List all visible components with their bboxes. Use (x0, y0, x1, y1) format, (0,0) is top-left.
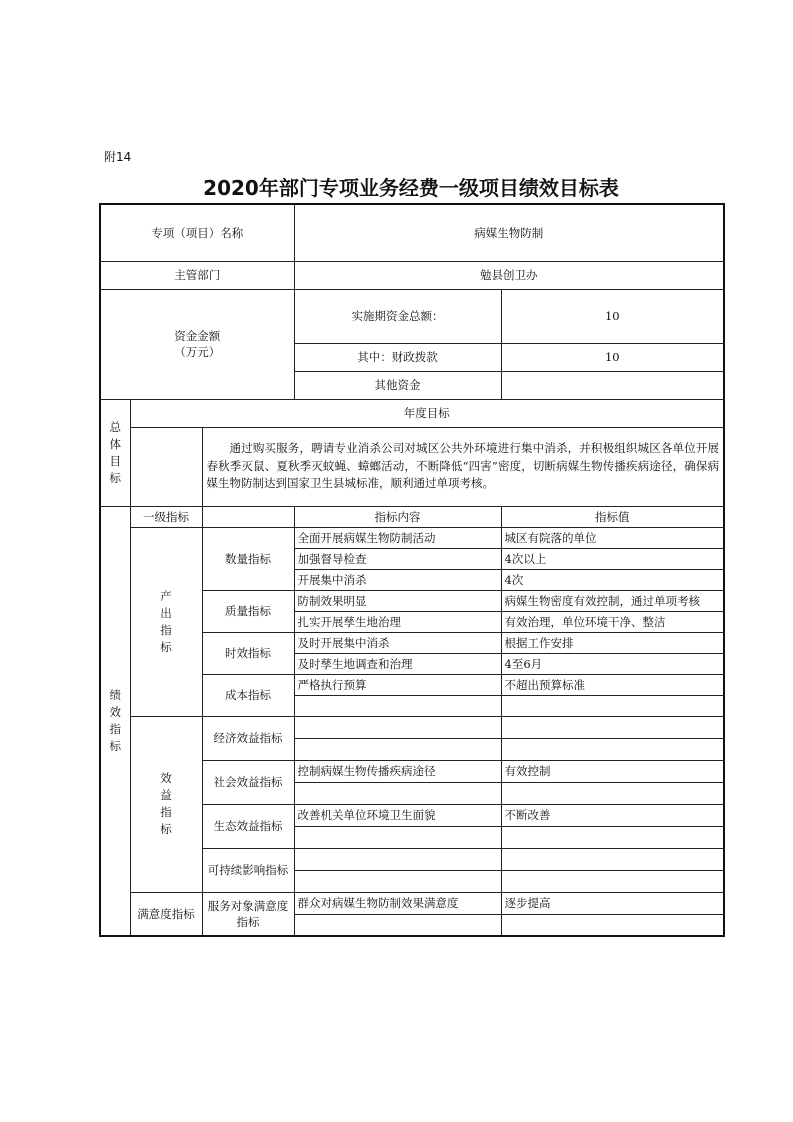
indicator-content (294, 914, 501, 936)
indicator-value: 逐步提高 (501, 892, 724, 914)
side-char: 标 (109, 738, 121, 753)
indicator-value (501, 870, 724, 892)
indicator-content (294, 695, 501, 716)
indicator-content (294, 870, 501, 892)
side-char: 标 (109, 470, 121, 485)
annual-goal-text: 通过购买服务，聘请专业消杀公司对城区公共外环境进行集中消杀，并积极组织城区各单位开展春秋季灭鼠、夏秋季灭蚊蝇、蟑螂活动，不断降低“四害”密度，切断病媒生物传播疾病途径，确保病媒生物防制达到国家卫生县城标准，顺利通过单项考核。 (202, 427, 724, 506)
group-sustainable: 可持续影响指标 (202, 848, 294, 892)
group-cost: 成本指标 (202, 674, 294, 716)
side-char: 指 (109, 721, 121, 736)
performance-table (99, 203, 725, 937)
indicator-value (501, 914, 724, 936)
funds-fiscal-label: 其中：财政拨款 (294, 343, 501, 371)
indicator-content: 群众对病媒生物防制效果满意度 (294, 892, 501, 914)
header-value: 指标值 (501, 506, 724, 527)
indicator-value: 城区有院落的单位 (501, 527, 724, 548)
indicator-value (501, 716, 724, 738)
indicator-value: 病媒生物密度有效控制，通过单项考核 (501, 590, 724, 611)
project-name-label: 专项（项目）名称 (100, 204, 294, 261)
performance-side-label (100, 506, 130, 936)
indicator-content (294, 826, 501, 848)
side-char: 目 (109, 453, 121, 468)
annual-goal-header: 年度目标 (130, 399, 724, 427)
side-char: 总 (109, 419, 121, 434)
effect-indicator-label (130, 716, 202, 892)
side-char: 绩 (109, 687, 121, 702)
satisfaction-indicator-label: 满意度指标 (130, 892, 202, 936)
funds-total-value: 10 (501, 289, 724, 343)
funds-fiscal-value: 10 (501, 343, 724, 371)
indicator-value (501, 826, 724, 848)
indicator-content: 及时开展集中消杀 (294, 632, 501, 653)
side-char: 益 (160, 788, 172, 802)
header-content: 指标内容 (294, 506, 501, 527)
indicator-content (294, 738, 501, 760)
indicator-content: 防制效果明显 (294, 590, 501, 611)
indicator-content: 及时孳生地调查和治理 (294, 653, 501, 674)
indicator-value: 4至6月 (501, 653, 724, 674)
side-char: 标 (160, 822, 172, 836)
output-indicator-label (130, 527, 202, 716)
side-char: 标 (160, 639, 172, 654)
side-char: 指 (160, 805, 172, 819)
funds-label-text: 资金金额 (174, 329, 221, 343)
side-char: 出 (160, 605, 172, 620)
funds-other-value (501, 371, 724, 399)
indicator-value (501, 738, 724, 760)
side-char: 指 (160, 622, 172, 637)
header-level1: 一级指标 (130, 506, 202, 527)
indicator-content: 改善机关单位环境卫生面貌 (294, 804, 501, 826)
project-name-value: 病媒生物防制 (294, 204, 724, 261)
indicator-content: 加强督导检查 (294, 548, 501, 569)
overall-goal-side-label (100, 399, 130, 506)
indicator-content (294, 782, 501, 804)
group-quantity: 数量指标 (202, 527, 294, 590)
group-social: 社会效益指标 (202, 760, 294, 804)
indicator-content: 严格执行预算 (294, 674, 501, 695)
side-char: 效 (109, 704, 121, 719)
indicator-value: 根据工作安排 (501, 632, 724, 653)
indicator-value: 4次以上 (501, 548, 724, 569)
funds-total-label: 实施期资金总额： (294, 289, 501, 343)
group-service: 服务对象满意度指标 (202, 892, 294, 936)
indicator-value: 不超出预算标准 (501, 674, 724, 695)
indicator-content (294, 716, 501, 738)
group-economic: 经济效益指标 (202, 716, 294, 760)
side-char: 体 (109, 436, 121, 451)
page-title: 2020年部门专项业务经费一级项目绩效目标表 (203, 176, 619, 200)
indicator-content: 开展集中消杀 (294, 569, 501, 590)
group-ecological: 生态效益指标 (202, 804, 294, 848)
indicator-content (294, 848, 501, 870)
indicator-value: 有效治理，单位环境干净、整洁 (501, 611, 724, 632)
side-char: 产 (160, 588, 172, 603)
funds-other-label: 其他资金 (294, 371, 501, 399)
group-timeliness: 时效指标 (202, 632, 294, 674)
attachment-label: 附14 (104, 150, 132, 164)
indicator-value (501, 782, 724, 804)
indicator-value: 4次 (501, 569, 724, 590)
indicator-value: 有效控制 (501, 760, 724, 782)
indicator-value: 不断改善 (501, 804, 724, 826)
funds-label (100, 289, 294, 399)
indicator-content: 控制病媒生物传播疾病途径 (294, 760, 501, 782)
indicator-value (501, 695, 724, 716)
funds-unit: （万元） (174, 345, 221, 359)
indicator-content: 扎实开展孳生地治理 (294, 611, 501, 632)
department-label: 主管部门 (100, 261, 294, 289)
indicator-content: 全面开展病媒生物防制活动 (294, 527, 501, 548)
indicator-value (501, 848, 724, 870)
group-quality: 质量指标 (202, 590, 294, 632)
department-value: 勉县创卫办 (294, 261, 724, 289)
side-char: 效 (160, 771, 172, 785)
